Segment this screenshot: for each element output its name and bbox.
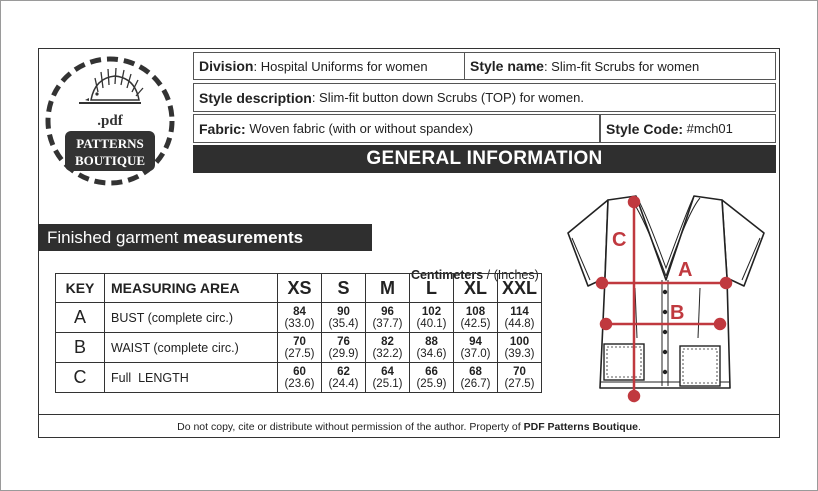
value-cell: 66 (25.9): [410, 363, 454, 393]
style-code-cell: [600, 114, 776, 143]
diagram-label-b: B: [670, 302, 685, 324]
row-key: C: [56, 363, 105, 393]
style-description-label: Style description: [199, 89, 312, 106]
row-area: WAIST (complete circ.): [105, 333, 278, 363]
column-key: KEY: [56, 274, 105, 303]
style-code-label: Style Code:: [606, 120, 684, 137]
column-size-l: L: [410, 274, 454, 303]
value-cell: 90 (35.4): [322, 303, 366, 333]
row-area: Full LENGTH: [105, 363, 278, 393]
diagram-label-a: A: [678, 259, 693, 281]
units-inches: / (Inches): [483, 268, 539, 282]
value-cell: 100 (39.3): [498, 333, 542, 363]
measurements-heading-plain: Finished garment: [47, 227, 184, 247]
value-cell: 102 (40.1): [410, 303, 454, 333]
value-cell: 94 (37.0): [454, 333, 498, 363]
division-value: Hospital Uniforms for women: [260, 58, 428, 74]
fabric-label: Fabric:: [199, 120, 246, 137]
value-cell: 60 (23.6): [278, 363, 322, 393]
column-size-xxl: XXL: [498, 274, 542, 303]
value-cell: 70 (27.5): [278, 333, 322, 363]
style-name-cell: Style name : Slim-fit Scrubs for women: [464, 52, 776, 80]
measurements-heading: [38, 224, 372, 251]
logo-pdf-text: .pdf: [97, 113, 123, 129]
row-key: A: [56, 303, 105, 333]
style-description-value: Slim-fit button down Scrubs (TOP) for women.: [319, 90, 584, 105]
table-row-waist: [56, 333, 542, 363]
value-cell: 64 (25.1): [366, 363, 410, 393]
value-cell: 70 (27.5): [498, 363, 542, 393]
row-area: BUST (complete circ.): [105, 303, 278, 333]
fabric-value: Woven fabric (with or without spandex): [249, 121, 474, 136]
column-measuring-area: MEASURING AREA: [105, 274, 278, 303]
value-cell: 96 (37.7): [366, 303, 410, 333]
value-cell: 108 (42.5): [454, 303, 498, 333]
value-cell: 68 (26.7): [454, 363, 498, 393]
footer-end: .: [637, 420, 641, 433]
style-name-value: Slim-fit Scrubs for women: [551, 58, 700, 74]
table-row-bust: [56, 303, 542, 333]
division-cell: Division : Hospital Uniforms for women: [193, 52, 465, 80]
footer-brand: PDF Patterns Boutique: [523, 420, 638, 433]
scrub-top-diagram: [560, 188, 772, 406]
general-information-title: GENERAL INFORMATION: [366, 148, 603, 169]
diagram-label-c: C: [612, 229, 627, 251]
copyright-footer: [38, 414, 780, 438]
column-size-s: S: [322, 274, 366, 303]
measurements-table: [55, 273, 542, 393]
column-size-xl: XL: [454, 274, 498, 303]
logo-boutique-text: BOUTIQUE: [74, 153, 146, 168]
table-row-length: [56, 363, 542, 393]
column-size-m: M: [366, 274, 410, 303]
value-cell: 114 (44.8): [498, 303, 542, 333]
value-cell: 88 (34.6): [410, 333, 454, 363]
general-information-banner: [193, 145, 776, 173]
style-description-cell: Style description : Slim-fit button down Scrubs (TOP) for women.: [193, 83, 776, 112]
fabric-cell: [193, 114, 600, 143]
division-label: Division: [199, 58, 254, 74]
value-cell: 82 (32.2): [366, 333, 410, 363]
value-cell: 84 (33.0): [278, 303, 322, 333]
column-size-xs: XS: [278, 274, 322, 303]
style-code-value: #mch01: [686, 121, 733, 136]
measurements-heading-bold: measurements: [183, 227, 304, 247]
value-cell: 76 (29.9): [322, 333, 366, 363]
patterns-boutique-logo: [43, 54, 177, 188]
style-name-label: Style name: [470, 58, 544, 74]
footer-text: Do not copy, cite or distribute without permission of the author. Property of: [177, 420, 524, 433]
units-centimeters: Centimeters: [410, 268, 484, 282]
table-header-row: [56, 274, 542, 303]
row-key: B: [56, 333, 105, 363]
logo-patterns-text: PATTERNS: [76, 136, 144, 151]
value-cell: 62 (24.4): [322, 363, 366, 393]
